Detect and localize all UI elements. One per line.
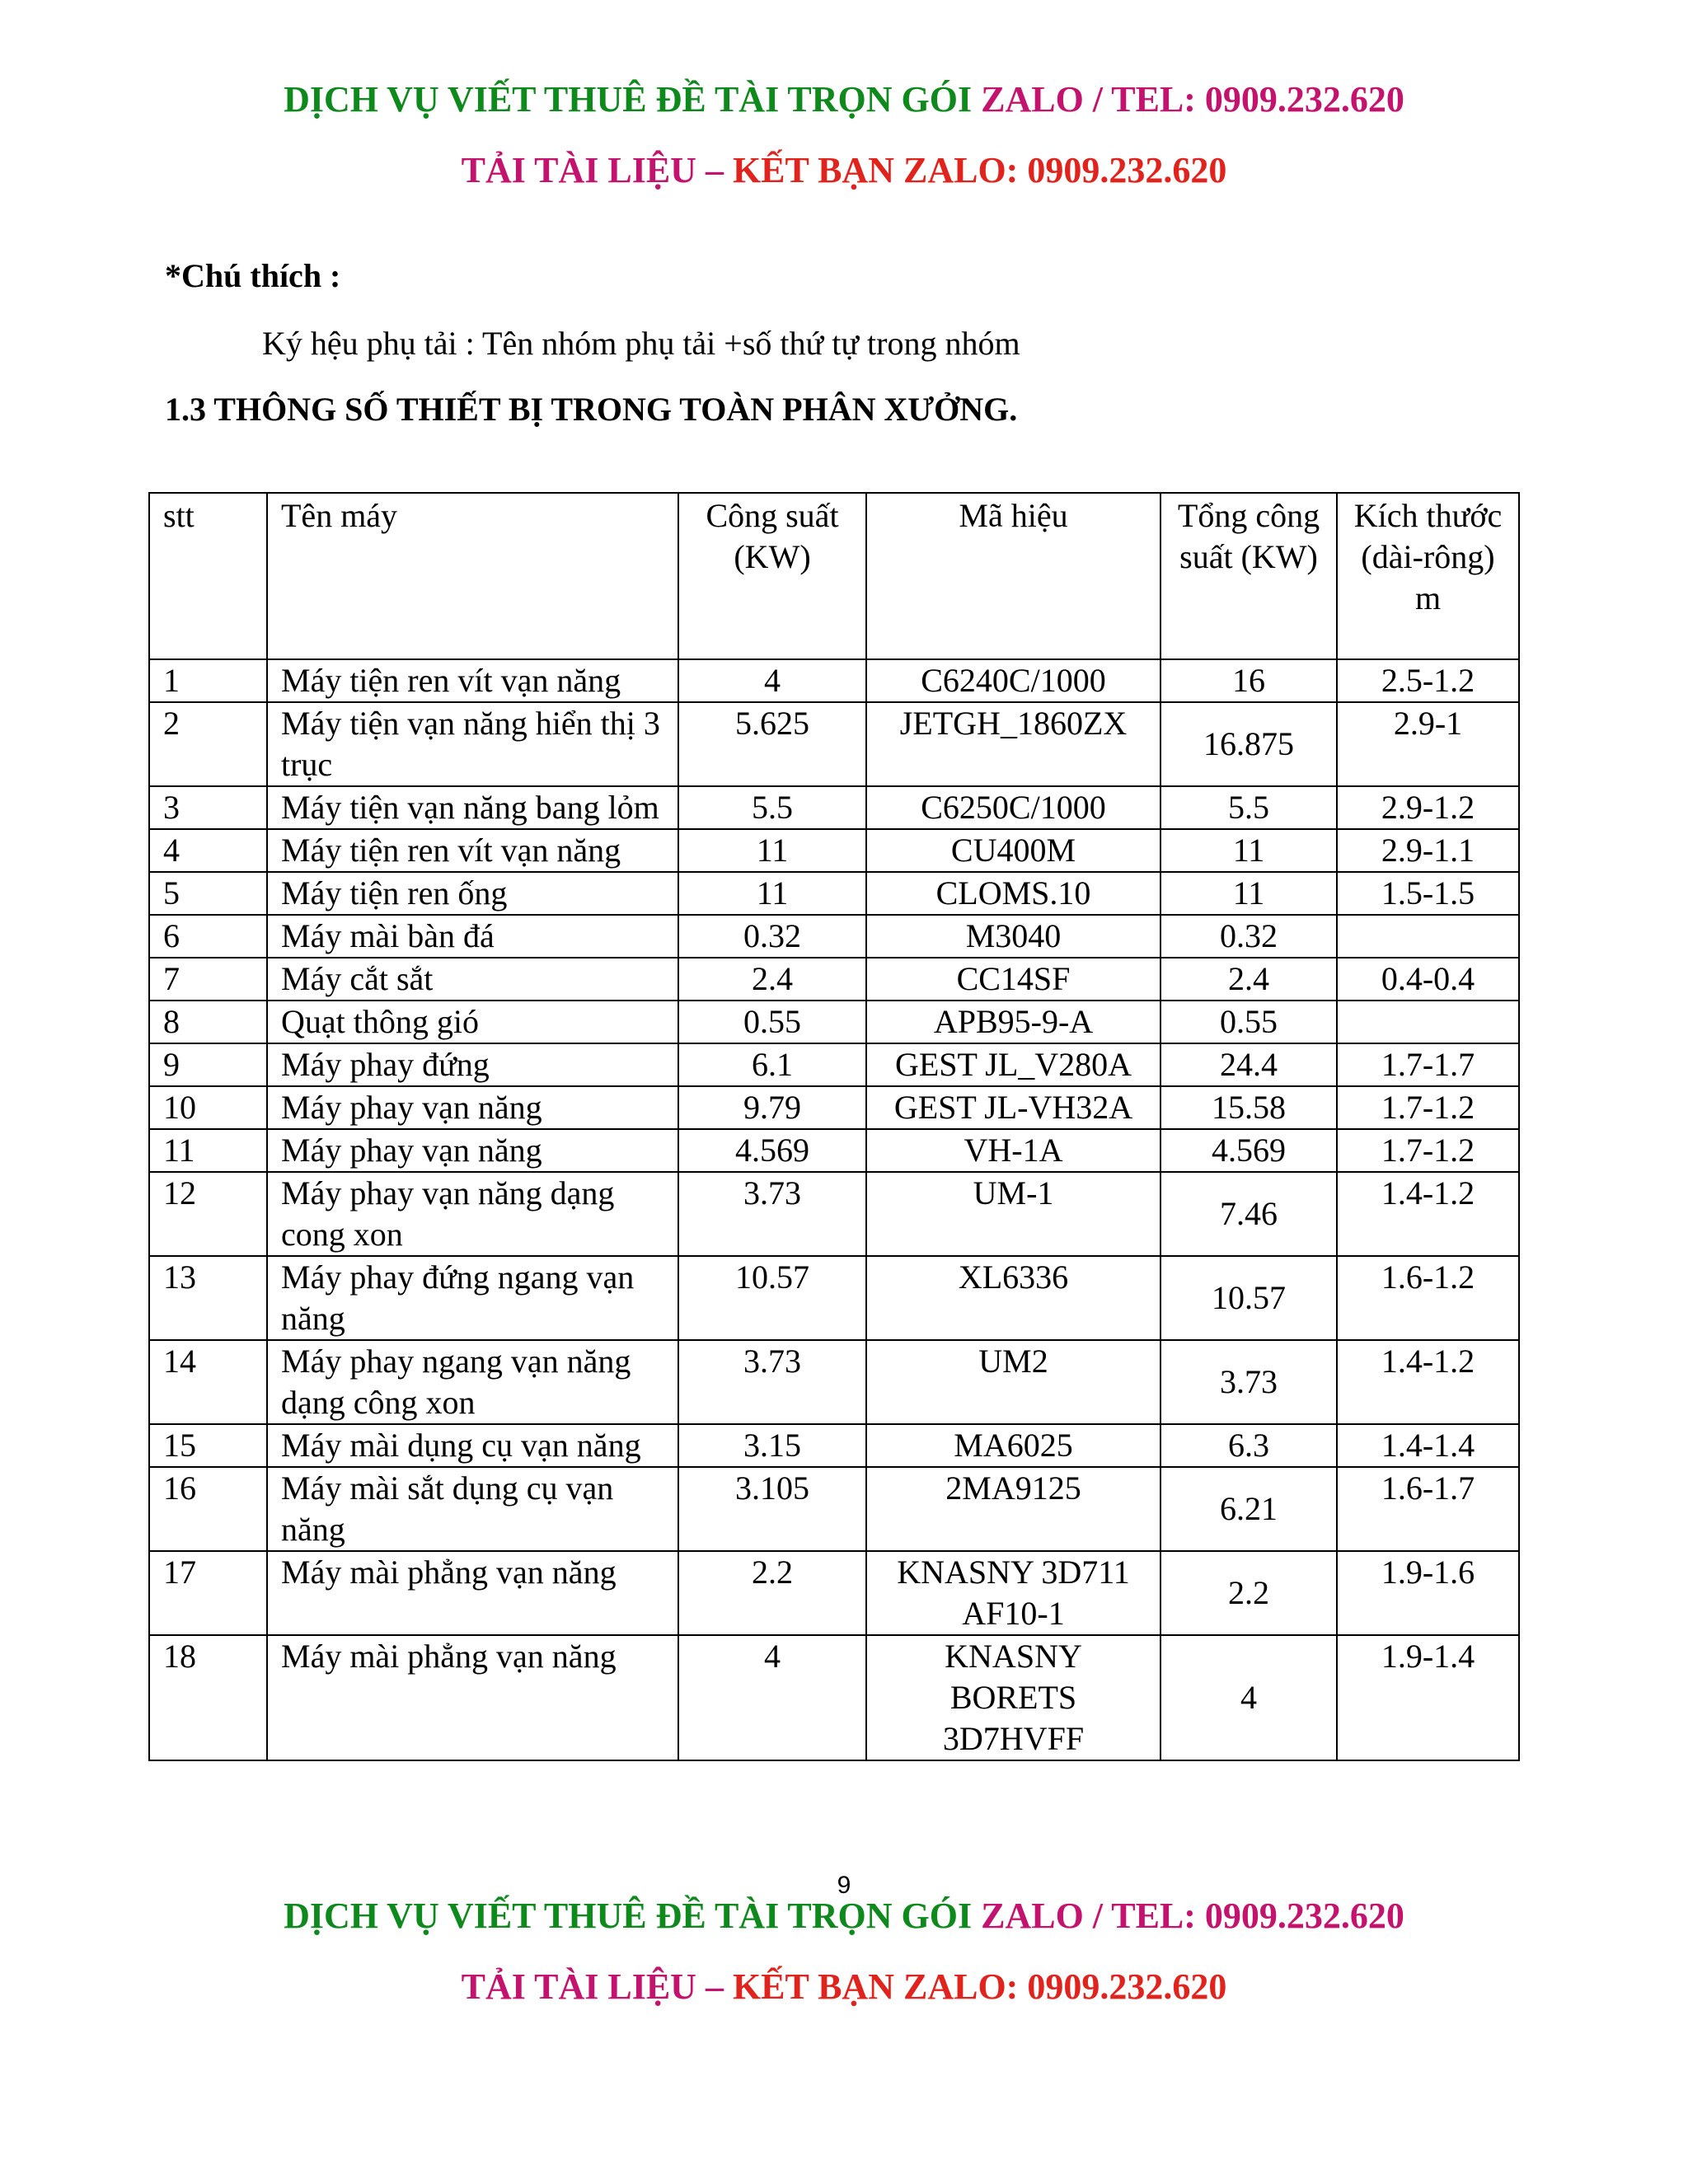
cell-stt: 3: [149, 786, 267, 829]
cell-total: 0.32: [1160, 915, 1337, 958]
banner-zalo-text: ZALO /: [981, 1896, 1112, 1936]
cell-total: 16.875: [1160, 702, 1337, 786]
cell-total: 2.4: [1160, 958, 1337, 1001]
cell-total: 6.3: [1160, 1424, 1337, 1467]
equipment-table: [148, 492, 1520, 1761]
banner-download-text: TẢI TÀI LIỆU –: [461, 1966, 733, 2007]
cell-power: 3.105: [678, 1467, 866, 1551]
cell-name: Máy mài dụng cụ vạn năng: [267, 1424, 678, 1467]
cell-power: 4: [678, 1635, 866, 1760]
cell-name: Máy tiện vạn năng hiển thị 3 trục: [267, 702, 678, 786]
cell-name: Máy tiện ren vít vạn năng: [267, 659, 678, 702]
cell-code: MA6025: [866, 1424, 1160, 1467]
header-service-banner: [0, 77, 1688, 122]
cell-size: 1.6-1.2: [1337, 1256, 1519, 1340]
cell-name: Máy mài bàn đá: [267, 915, 678, 958]
cell-code: KNASNY BORETS 3D7HVFF: [866, 1635, 1160, 1760]
table-row: [149, 1467, 1519, 1551]
section-title: 1.3 THÔNG SỐ THIẾT BỊ TRONG TOÀN PHÂN XƯỞNG.: [165, 391, 1018, 428]
cell-total: 0.55: [1160, 1001, 1337, 1043]
table-row: [149, 1635, 1519, 1760]
header-download-banner: [0, 148, 1688, 193]
cell-power: 3.73: [678, 1340, 866, 1424]
cell-size: 1.7-1.2: [1337, 1129, 1519, 1172]
page-number: 9: [837, 1872, 851, 1899]
cell-total: 5.5: [1160, 786, 1337, 829]
cell-code: CLOMS.10: [866, 872, 1160, 915]
cell-size: 1.4-1.2: [1337, 1340, 1519, 1424]
cell-code: UM2: [866, 1340, 1160, 1424]
cell-name: Máy phay đứng ngang vạn năng: [267, 1256, 678, 1340]
cell-power: 4.569: [678, 1129, 866, 1172]
cell-code: CU400M: [866, 829, 1160, 872]
table-row: [149, 1129, 1519, 1172]
cell-code: M3040: [866, 915, 1160, 958]
table-row: [149, 915, 1519, 958]
cell-total: 11: [1160, 872, 1337, 915]
cell-stt: 10: [149, 1086, 267, 1129]
table-row: [149, 786, 1519, 829]
cell-code: GEST JL_V280A: [866, 1043, 1160, 1086]
header-stt: stt: [149, 493, 267, 659]
cell-size: [1337, 1001, 1519, 1043]
cell-size: 1.9-1.6: [1337, 1551, 1519, 1635]
cell-size: 2.9-1: [1337, 702, 1519, 786]
table-row: [149, 1551, 1519, 1635]
cell-size: 1.4-1.4: [1337, 1424, 1519, 1467]
cell-stt: 18: [149, 1635, 267, 1760]
cell-total: 6.21: [1160, 1467, 1337, 1551]
footer-download-banner: [0, 1965, 1688, 2009]
cell-stt: 4: [149, 829, 267, 872]
cell-name: Máy phay ngang vạn năng dạng công xon: [267, 1340, 678, 1424]
footer-service-banner: [0, 1894, 1688, 1938]
cell-power: 9.79: [678, 1086, 866, 1129]
header-name: Tên máy: [267, 493, 678, 659]
cell-total: 24.4: [1160, 1043, 1337, 1086]
table-row: [149, 702, 1519, 786]
table-row: [149, 1256, 1519, 1340]
cell-size: 2.9-1.1: [1337, 829, 1519, 872]
cell-stt: 2: [149, 702, 267, 786]
banner-zalo-text: ZALO /: [981, 79, 1112, 120]
cell-name: Máy phay vạn năng: [267, 1086, 678, 1129]
cell-power: 10.57: [678, 1256, 866, 1340]
cell-name: Máy tiện ren vít vạn năng: [267, 829, 678, 872]
cell-name: Quạt thông gió: [267, 1001, 678, 1043]
cell-size: 2.9-1.2: [1337, 786, 1519, 829]
cell-name: Máy tiện ren ống: [267, 872, 678, 915]
cell-stt: 9: [149, 1043, 267, 1086]
header-power: Công suất (KW): [678, 493, 866, 659]
table-row: [149, 872, 1519, 915]
cell-code: JETGH_1860ZX: [866, 702, 1160, 786]
cell-name: Máy phay vạn năng: [267, 1129, 678, 1172]
table-row: [149, 958, 1519, 1001]
cell-code: GEST JL-VH32A: [866, 1086, 1160, 1129]
cell-size: [1337, 915, 1519, 958]
cell-stt: 7: [149, 958, 267, 1001]
cell-stt: 13: [149, 1256, 267, 1340]
table-row: [149, 1340, 1519, 1424]
table-row: [149, 1043, 1519, 1086]
table-row: [149, 1086, 1519, 1129]
cell-stt: 5: [149, 872, 267, 915]
cell-size: 1.9-1.4: [1337, 1635, 1519, 1760]
cell-code: KNASNY 3D711 AF10-1: [866, 1551, 1160, 1635]
cell-stt: 12: [149, 1172, 267, 1256]
table-row: [149, 659, 1519, 702]
cell-power: 3.15: [678, 1424, 866, 1467]
cell-size: 1.4-1.2: [1337, 1172, 1519, 1256]
cell-code: C6240C/1000: [866, 659, 1160, 702]
header-total: Tổng công suất (KW): [1160, 493, 1337, 659]
cell-size: 0.4-0.4: [1337, 958, 1519, 1001]
banner-friend-zalo-text: KẾT BẠN ZALO: 0909.232.620: [732, 150, 1227, 190]
cell-code: XL6336: [866, 1256, 1160, 1340]
cell-total: 2.2: [1160, 1551, 1337, 1635]
table-row: [149, 1001, 1519, 1043]
cell-size: 1.7-1.7: [1337, 1043, 1519, 1086]
header-size: Kích thước (dài-rông) m: [1337, 493, 1519, 659]
table-row: [149, 829, 1519, 872]
cell-power: 0.55: [678, 1001, 866, 1043]
cell-name: Máy mài phẳng vạn năng: [267, 1635, 678, 1760]
note-text: Ký hệu phụ tải : Tên nhóm phụ tải +số thứ tự trong nhóm: [262, 325, 1020, 362]
cell-name: Máy mài phẳng vạn năng: [267, 1551, 678, 1635]
banner-tel-text: TEL: 0909.232.620: [1111, 1896, 1404, 1936]
table-body: [149, 659, 1519, 1760]
cell-power: 2.2: [678, 1551, 866, 1635]
banner-service-text: DỊCH VỤ VIẾT THUÊ ĐỀ TÀI TRỌN GÓI: [284, 79, 982, 120]
cell-power: 11: [678, 829, 866, 872]
cell-code: UM-1: [866, 1172, 1160, 1256]
cell-stt: 11: [149, 1129, 267, 1172]
cell-code: CC14SF: [866, 958, 1160, 1001]
table-header-row: [149, 493, 1519, 659]
table-row: [149, 1172, 1519, 1256]
banner-download-text: TẢI TÀI LIỆU –: [461, 150, 733, 190]
banner-service-text: DỊCH VỤ VIẾT THUÊ ĐỀ TÀI TRỌN GÓI: [284, 1896, 982, 1936]
cell-stt: 8: [149, 1001, 267, 1043]
cell-power: 4: [678, 659, 866, 702]
cell-power: 3.73: [678, 1172, 866, 1256]
cell-stt: 17: [149, 1551, 267, 1635]
cell-total: 3.73: [1160, 1340, 1337, 1424]
note-title: *Chú thích :: [165, 257, 341, 294]
cell-power: 2.4: [678, 958, 866, 1001]
cell-power: 0.32: [678, 915, 866, 958]
cell-code: VH-1A: [866, 1129, 1160, 1172]
cell-name: Máy mài sắt dụng cụ vạn năng: [267, 1467, 678, 1551]
cell-total: 11: [1160, 829, 1337, 872]
cell-name: Máy cắt sắt: [267, 958, 678, 1001]
cell-size: 1.7-1.2: [1337, 1086, 1519, 1129]
cell-code: C6250C/1000: [866, 786, 1160, 829]
cell-stt: 14: [149, 1340, 267, 1424]
cell-power: 6.1: [678, 1043, 866, 1086]
cell-size: 1.6-1.7: [1337, 1467, 1519, 1551]
cell-stt: 16: [149, 1467, 267, 1551]
banner-tel-text: TEL: 0909.232.620: [1111, 79, 1404, 120]
cell-total: 7.46: [1160, 1172, 1337, 1256]
cell-code: APB95-9-A: [866, 1001, 1160, 1043]
cell-stt: 15: [149, 1424, 267, 1467]
cell-name: Máy phay đứng: [267, 1043, 678, 1086]
cell-name: Máy tiện vạn năng bang lỏm: [267, 786, 678, 829]
cell-total: 15.58: [1160, 1086, 1337, 1129]
header-code: Mã hiệu: [866, 493, 1160, 659]
cell-stt: 6: [149, 915, 267, 958]
cell-stt: 1: [149, 659, 267, 702]
cell-total: 4.569: [1160, 1129, 1337, 1172]
cell-power: 11: [678, 872, 866, 915]
cell-total: 16: [1160, 659, 1337, 702]
banner-friend-zalo-text: KẾT BẠN ZALO: 0909.232.620: [732, 1966, 1227, 2007]
cell-power: 5.5: [678, 786, 866, 829]
cell-power: 5.625: [678, 702, 866, 786]
cell-total: 4: [1160, 1635, 1337, 1760]
table-row: [149, 1424, 1519, 1467]
cell-size: 1.5-1.5: [1337, 872, 1519, 915]
cell-code: 2MA9125: [866, 1467, 1160, 1551]
cell-name: Máy phay vạn năng dạng cong xon: [267, 1172, 678, 1256]
cell-total: 10.57: [1160, 1256, 1337, 1340]
cell-size: 2.5-1.2: [1337, 659, 1519, 702]
